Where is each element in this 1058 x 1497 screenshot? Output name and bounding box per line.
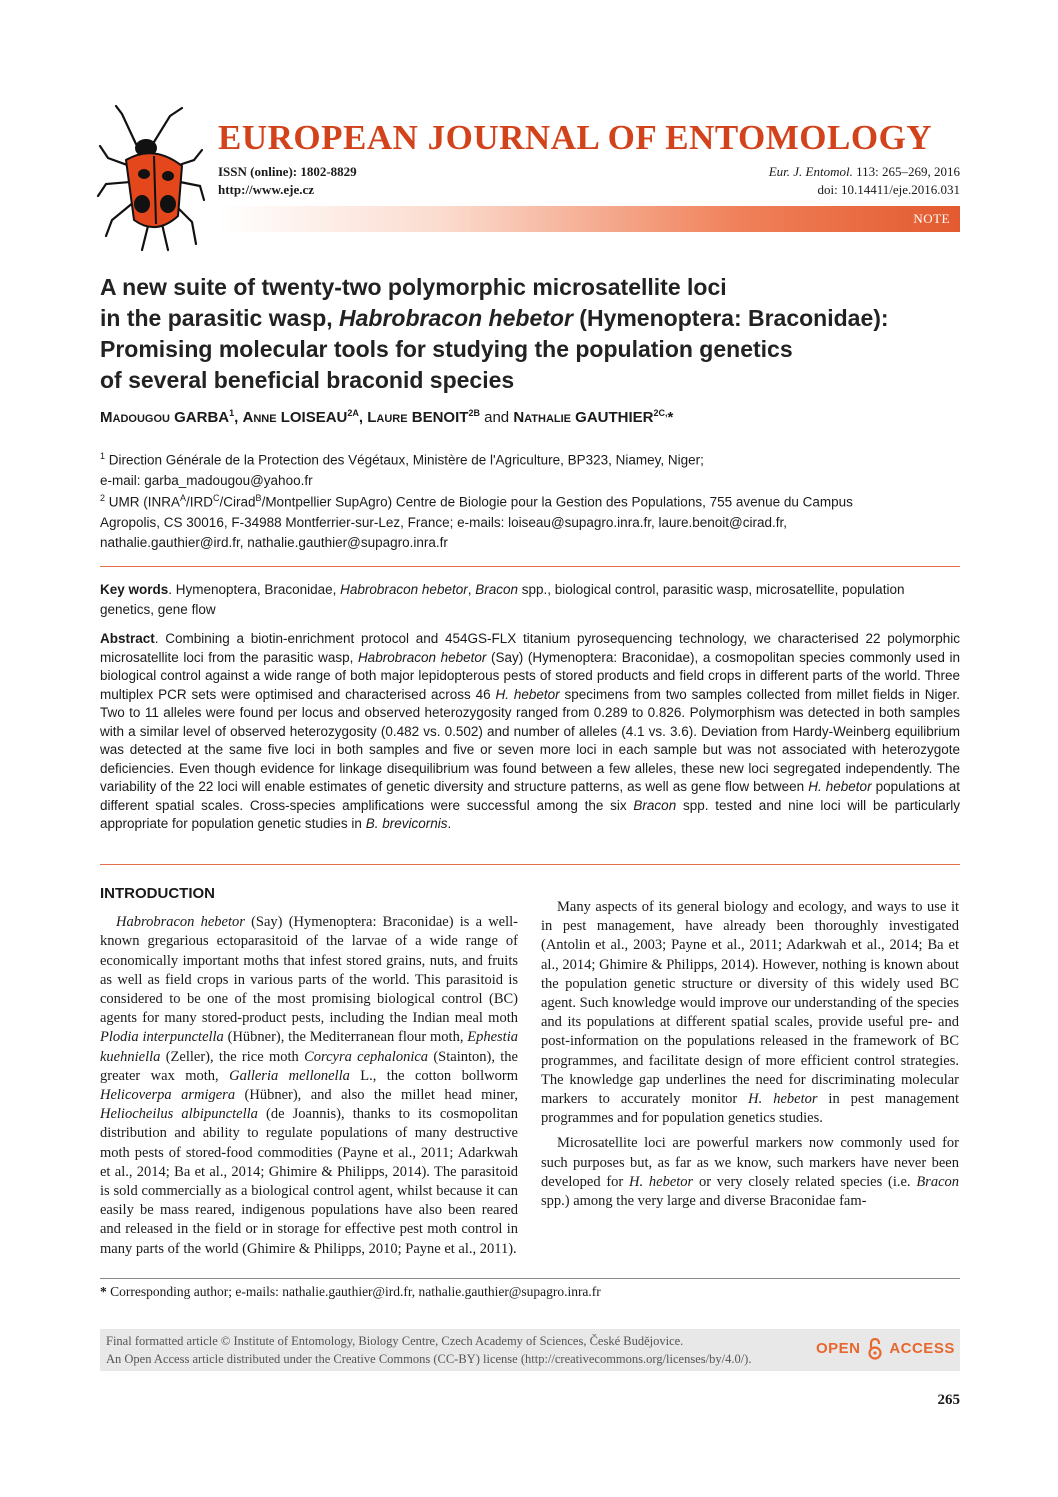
abstract-italic: Bracon <box>633 797 677 813</box>
species-name: Galleria mellonella <box>229 1067 350 1084</box>
page-number: 265 <box>937 1392 960 1408</box>
aff-sup: A <box>180 493 187 503</box>
affiliation-line <box>100 488 960 513</box>
species-name: Bracon <box>916 1173 959 1190</box>
aff-text: /Montpellier SupAgro) Centre de Biologie pour la Gestion des Populations, 755 avenue du Campus <box>261 494 853 510</box>
species-name: H. hebetor <box>748 1091 818 1108</box>
oa-access-text: ACCESS <box>889 1339 955 1357</box>
title-line: of several beneficial braconid species <box>100 367 515 393</box>
doi[interactable]: doi: 10.14411/eje.2016.031 <box>817 182 960 197</box>
title-line <box>100 303 970 334</box>
affiliation-line: Agropolis, CS 30016, F-34988 Montferrier-sur-Lez, France; e-mails: loiseau@supagro.inra.fr, laure.benoit@cirad.fr, <box>100 514 787 530</box>
author-list <box>100 408 673 426</box>
abstract-italic: Habrobracon hebetor <box>357 649 487 665</box>
aff-sup: 2 <box>100 493 106 503</box>
paragraph-text: L., the cotton bollworm <box>349 1067 518 1084</box>
abstract <box>100 630 960 834</box>
affiliation-line <box>100 446 960 471</box>
firebug-icon <box>96 104 206 254</box>
species-name: Corcyra cephalonica <box>304 1048 429 1065</box>
paragraph-text: (Say) (Hymenoptera: Braconidae) is a well-known gregarious ectoparasitoid of the larvae of a wide range of economically important moths that infest stored grains, nuts, and fruits as well as field crops in various parts of the world. This parasitoid is considered to be one of the most promising biological control (BC) agents for many stored-product pests, including the Indian meal moth <box>100 914 519 1027</box>
aff-text: Direction Générale de la Protection des Végétaux, Ministère de l'Agriculture, BP323, Niamey, Niger; <box>105 452 704 468</box>
paragraph-text: in pest management programmes and for population genetics studies. <box>541 1091 959 1127</box>
paragraph-text: spp.) among the very large and diverse Braconidae fam- <box>541 1193 867 1210</box>
section-label: NOTE <box>913 211 950 226</box>
author-first: Laure <box>367 409 408 426</box>
paragraph-text: Microsatellite loci are powerful markers now commonly used for such purposes but, as far as we know, such markers have never been developed for <box>541 1135 959 1190</box>
abstract-text: (Say) (Hymenoptera: Braconidae), a cosmopolitan species commonly used in biological control against a wide range of both major lepidopterous pests of stored products and field crops in different parts of the world. Three multiplex PCR sets were optimised and characterised across 46 <box>100 649 960 702</box>
title-text: in the parasitic wasp, <box>100 305 340 331</box>
author-first: Nathalie <box>513 409 572 426</box>
title-line: A new suite of twenty-two polymorphic microsatellite loci <box>100 274 727 300</box>
abstract-text: spp. tested and nine loci will be particularly appropriate for population genetic studies in <box>100 797 961 831</box>
species-name: Heliocheilus albipunctella <box>100 1106 258 1123</box>
author-sep: and <box>479 409 514 426</box>
keywords-italic: Habrobracon hebetor <box>340 582 468 597</box>
copyright-line: Final formatted article © Institute of Entomology, Biology Centre, Czech Academy of Sciences, České Budějovice. <box>106 1334 684 1348</box>
paragraph-text: (Stainton), the greater wax moth, <box>100 1048 518 1084</box>
affiliation-line: nathalie.gauthier@ird.fr, nathalie.gauthier@supagro.inra.fr <box>100 534 448 550</box>
species-name: Plodia interpunctella <box>100 1029 224 1046</box>
abstract-italic: H. hebetor <box>808 779 872 794</box>
species-name: Ephestia kuehniella <box>100 1029 518 1065</box>
header-bar <box>218 206 960 232</box>
paragraph-text: (de Joannis), thanks to its cosmopolitan distribution and ability to regulate populations of many destructive moth pests of stored-food commodities (Payne et al., 2011; Adarkwah et al., 2014; Ba et al., 2014; Ghimire & Philipps, 2014). The parasitoid is sold commercially as a biological control agent, whilst because it can easily be mass reared, indigenous populations have also been reared and released in the field or in storage for effective pest moth control in many parts of the world (Ghimire & Philipps, 2010; Payne et al., 2011). <box>100 1106 518 1257</box>
keywords-text: spp., biological control, parasitic wasp, microsatellite, population genetics, gene flow <box>100 582 905 617</box>
affiliation-email[interactable]: e-mail: garba_madougou@yahoo.fr <box>100 472 313 488</box>
aff-sup: C <box>213 493 220 503</box>
citation <box>769 164 960 180</box>
keywords-label: Key words <box>100 582 169 597</box>
footnote-star: * <box>100 1284 107 1299</box>
aff-sup: B <box>255 493 262 503</box>
author-last: BENOIT <box>407 409 469 426</box>
paragraph-text: or very closely related species (i.e. <box>693 1173 917 1190</box>
keywords-text: . Hymenoptera, Braconidae, <box>168 582 341 597</box>
title-species: Habrobracon hebetor <box>339 305 573 331</box>
divider <box>100 566 960 567</box>
abstract-text: . <box>447 816 452 831</box>
aff-text: /IRD <box>186 494 214 510</box>
author-sup: 2B <box>468 408 480 418</box>
species-name: Helicoverpa armigera <box>100 1087 236 1104</box>
author-first: Madougou <box>100 409 170 426</box>
title-line: Promising molecular tools for studying the population genetics <box>100 336 793 362</box>
license-line: An Open Access article distributed under the Creative Commons (CC-BY) license (http://creativecommons.org/licenses/by/4.0/). <box>106 1352 752 1366</box>
author-sup: 1 <box>229 408 235 418</box>
author-sep: , <box>234 409 243 426</box>
paragraph-text: (Zeller), the rice moth <box>160 1048 305 1065</box>
body-column-right <box>541 898 959 1217</box>
journal-title: EUROPEAN JOURNAL OF ENTOMOLOGY <box>218 118 933 157</box>
footnote-divider <box>100 1278 960 1279</box>
author-first: Anne <box>242 409 277 426</box>
aff-text: /Cirad <box>219 494 256 510</box>
paragraph <box>541 1134 959 1211</box>
author-sep: , <box>358 409 368 426</box>
abstract-italic: H. hebetor <box>495 686 560 702</box>
citation-journal: Eur. J. Entomol. <box>768 164 853 179</box>
paragraph-text: (Hübner), the Mediterranean flour moth, <box>223 1029 468 1046</box>
section-heading: INTRODUCTION <box>100 885 215 902</box>
paragraph-text: Many aspects of its general biology and ecology, and ways to use it in pest management, have already been thoroughly investigated (Antolin et al., 2003; Payne et al., 2011; Adarkwah et al., 2014; Ba et al., 2014; Ghimire & Philipps, 2014). However, nothing is known about the population genetic structure or diversity of this widely used BC agent. Such knowledge would improve our understanding of the species and its populations at different spatial scales, provide useful pre- and post-information on the populations released in the framework of BC programmes, and facilitate design of more efficient control strategies. The knowledge gap underlines the need for discriminating molecular markers to accurately monitor <box>541 899 959 1108</box>
abstract-label: Abstract <box>100 631 155 646</box>
journal-url[interactable]: http://www.eje.cz <box>218 182 315 197</box>
aff-text: UMR (INRA <box>105 494 181 510</box>
author-sup: 2A <box>347 408 359 418</box>
keywords-text: , <box>467 582 476 597</box>
affiliation-2 <box>100 488 960 553</box>
footnote <box>100 1284 601 1300</box>
open-access-badge <box>816 1338 955 1360</box>
footnote-text: Corresponding author; e-mails: nathalie.gauthier@ird.fr, nathalie.gauthier@supagro.inra.fr <box>106 1284 601 1299</box>
species-name: Habrobracon hebetor <box>116 914 245 931</box>
species-name: H. hebetor <box>629 1173 694 1190</box>
abstract-italic: B. brevicornis <box>365 816 448 831</box>
abstract-text: specimens from two samples collected from millet fields in Niger. Two to 11 alleles were found per locus and observed heterozygosity ranged from 0.289 to 0.826. Polymorphism was detected in both samples with a similar level of observed heterozygosity (0.482 vs. 0.502) and number of alleles (4.1 vs. 3.6). Deviation from Hardy-Weinberg equilibrium was detected at the same five loci in both samples and five or seven more loci in each sample but was not associated with heterozygote deficiencies. Even though evidence for linkage disequilibrium was found between a few alleles, these new loci segregated independently. The variability of the 22 loci will enable estimates of genetic diversity and structure patterns, as well as gene flow between <box>100 686 961 794</box>
keywords-italic: Bracon <box>475 582 519 597</box>
abstract-text: populations at different spatial scales. Cross-species amplifications were successful among the six <box>100 779 960 813</box>
keywords <box>100 580 960 620</box>
open-lock-icon <box>868 1338 882 1360</box>
title-text: (Hymenoptera: Braconidae): <box>572 305 889 331</box>
paragraph <box>541 898 959 1128</box>
author-last: GARBA <box>169 409 230 426</box>
body-column-left <box>100 884 518 1265</box>
paragraph-text: (Hübner), and also the millet head miner, <box>235 1087 518 1104</box>
paragraph <box>100 913 518 1259</box>
divider <box>100 864 960 865</box>
citation-volume: 113: 265–269, 2016 <box>852 164 960 179</box>
author-last: GAUTHIER <box>571 409 654 426</box>
article-title <box>100 272 970 396</box>
author-sup: 2C, <box>653 408 668 418</box>
oa-open-text: OPEN <box>816 1339 861 1357</box>
issn: ISSN (online): 1802-8829 <box>218 164 357 179</box>
abstract-text: . Combining a biotin-enrichment protocol and 454GS-FLX titanium pyrosequencing technology, we characterised 22 polymorphic microsatellite loci from the parasitic wasp, <box>100 631 960 665</box>
aff-sup: 1 <box>100 451 106 461</box>
affiliation-1 <box>100 446 960 491</box>
author-last: LOISEAU <box>276 409 348 426</box>
corresponding-star: * <box>667 409 674 426</box>
